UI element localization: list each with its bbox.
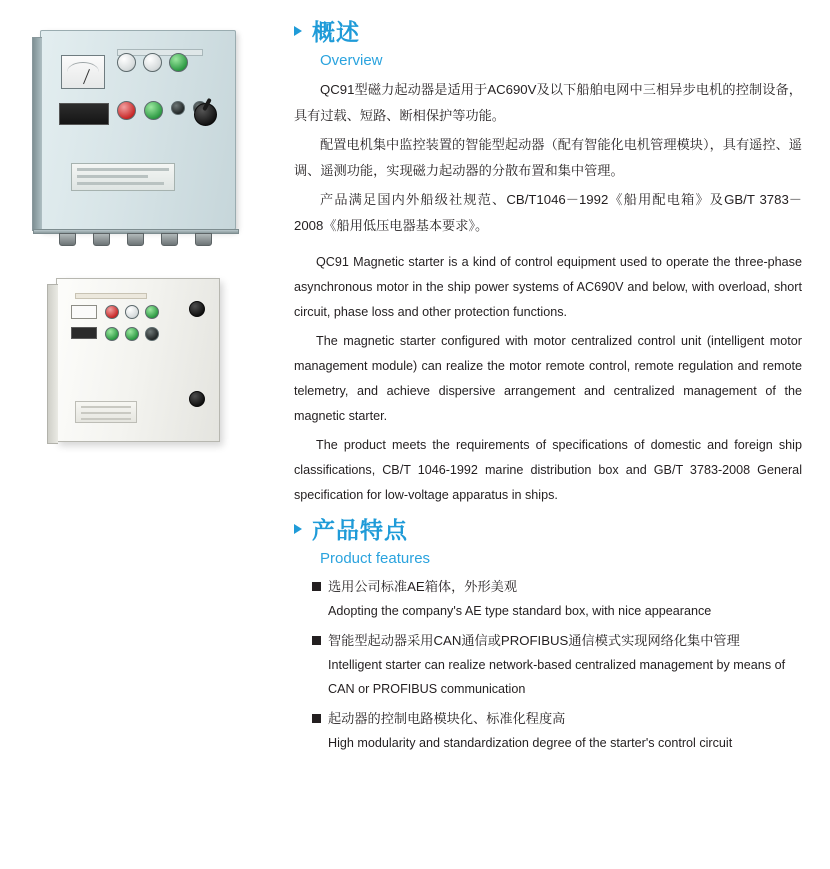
feature-text-en: High modularity and standardization degree of the starter's control circuit	[328, 736, 733, 750]
product-image-column	[0, 0, 280, 869]
indicator-lamp-white	[143, 53, 162, 72]
triangle-bullet-icon	[294, 26, 302, 36]
overview-paragraph-en: QC91 Magnetic starter is a kind of control equipment used to operate the three-phase asynchronous motor in the ship power systems of AC690V and below, with overload, short circuit, phase loss and other protection functions.	[294, 255, 802, 319]
overview-paragraph-en: The product meets the requirements of specifications of domestic and foreign ship classifications, CB/T 1046-1992 marine distribution box and GB/T 3783-2008 General specification for low-voltage apparatus in ships.	[294, 438, 802, 502]
indicator-lamp-green	[169, 53, 188, 72]
overview-title-cn: 概述	[312, 19, 360, 45]
indicator-lamp-white	[125, 305, 139, 319]
overview-paragraph-en: The magnetic starter configured with motor centralized control unit (intelligent motor management module) can realize the motor remote control, remote regulation and remote telemetry, and achieve dispersive arrangement and centralized management of the magnetic starter.	[294, 334, 802, 423]
nameplate-label	[71, 163, 175, 191]
cable-gland	[59, 233, 76, 246]
door-latch-upper	[189, 301, 205, 317]
feature-text-cn: 起动器的控制电路模块化、标准化程度高	[328, 711, 566, 726]
nameplate-line	[77, 182, 164, 185]
feature-cn-row	[312, 629, 802, 653]
indicator-lamp-row-top	[117, 53, 188, 72]
feature-text-en: Adopting the company's AE type standard box, with nice appearance	[328, 604, 712, 618]
label-strip	[75, 293, 147, 299]
square-bullet-icon	[312, 714, 321, 723]
product-photo-white-cabinet	[18, 278, 280, 442]
content-column	[280, 0, 830, 869]
nameplate-line	[81, 406, 131, 408]
overview-title-en: Overview	[320, 52, 383, 69]
cable-gland	[93, 233, 110, 246]
features-title-cn: 产品特点	[312, 517, 408, 543]
features-list	[294, 575, 802, 755]
indicator-lamp-row-lower	[105, 327, 159, 341]
overview-paragraph-cn: QC91型磁力起动器是适用于AC690V及以下船舶电网中三相异步电机的控制设备，具有过载、短路、断相保护等功能。	[294, 82, 802, 123]
cable-gland	[161, 233, 178, 246]
list-item	[312, 629, 802, 701]
overview-heading	[294, 14, 802, 47]
list-item	[312, 707, 802, 755]
feature-cn-row	[312, 707, 802, 731]
rotary-selector-knob	[194, 103, 217, 126]
features-title-en: Product features	[320, 550, 431, 567]
blue-panel-front-face	[53, 45, 223, 195]
overview-paragraph-cn: 产品满足国内外船级社规范、CB/T1046－1992《船用配电箱》及GB/T 3783－2008《船用低压电器基本要求》。	[294, 192, 802, 233]
pushbutton-red	[117, 101, 136, 120]
analog-ammeter-icon	[61, 55, 105, 89]
blue-panel-enclosure	[40, 30, 236, 230]
indicator-lamp-red	[105, 305, 119, 319]
meter-scale	[67, 62, 99, 72]
enclosure-base	[33, 229, 239, 245]
indicator-lamp-green	[125, 327, 139, 341]
list-item	[312, 575, 802, 623]
indicator-lamp-row-upper	[105, 305, 159, 319]
feature-text-cn: 智能型起动器采用CAN通信或PROFIBUS通信模式实现网络化集中管理	[328, 633, 740, 648]
square-bullet-icon	[312, 582, 321, 591]
feature-text-en: Intelligent starter can realize network-based centralized management by means of CAN or PROFIBUS communication	[328, 658, 786, 696]
nameplate-label	[75, 401, 137, 423]
feature-text-cn: 选用公司标准AE箱体，外形美观	[328, 579, 518, 594]
white-cabinet-enclosure	[56, 278, 220, 442]
cable-gland	[195, 233, 212, 246]
triangle-bullet-icon	[294, 524, 302, 534]
pushbutton-black	[171, 101, 185, 115]
nameplate-line	[81, 418, 131, 420]
product-photo-blue-panel	[18, 30, 280, 230]
indicator-lamp-green	[105, 327, 119, 341]
overview-paragraph-cn: 配置电机集中监控装置的智能型起动器（配有智能化电机管理模块），具有遥控、遥调、遥测功能，实现磁力起动器的分散布置和集中管理。	[294, 137, 802, 178]
spacer	[294, 242, 802, 250]
square-bullet-icon	[312, 636, 321, 645]
indicator-lamp-white	[117, 53, 136, 72]
features-heading	[294, 512, 802, 545]
pushbutton-green	[144, 101, 163, 120]
analog-meter-small	[71, 305, 97, 319]
feature-cn-row	[312, 575, 802, 599]
door-latch-lower	[189, 391, 205, 407]
nameplate-line	[81, 412, 131, 414]
digital-display-small	[71, 327, 97, 339]
pushbutton-black	[145, 327, 159, 341]
cable-gland	[127, 233, 144, 246]
nameplate-line	[77, 175, 148, 178]
indicator-lamp-green	[145, 305, 159, 319]
digital-display	[59, 103, 109, 125]
nameplate-line	[77, 168, 169, 171]
